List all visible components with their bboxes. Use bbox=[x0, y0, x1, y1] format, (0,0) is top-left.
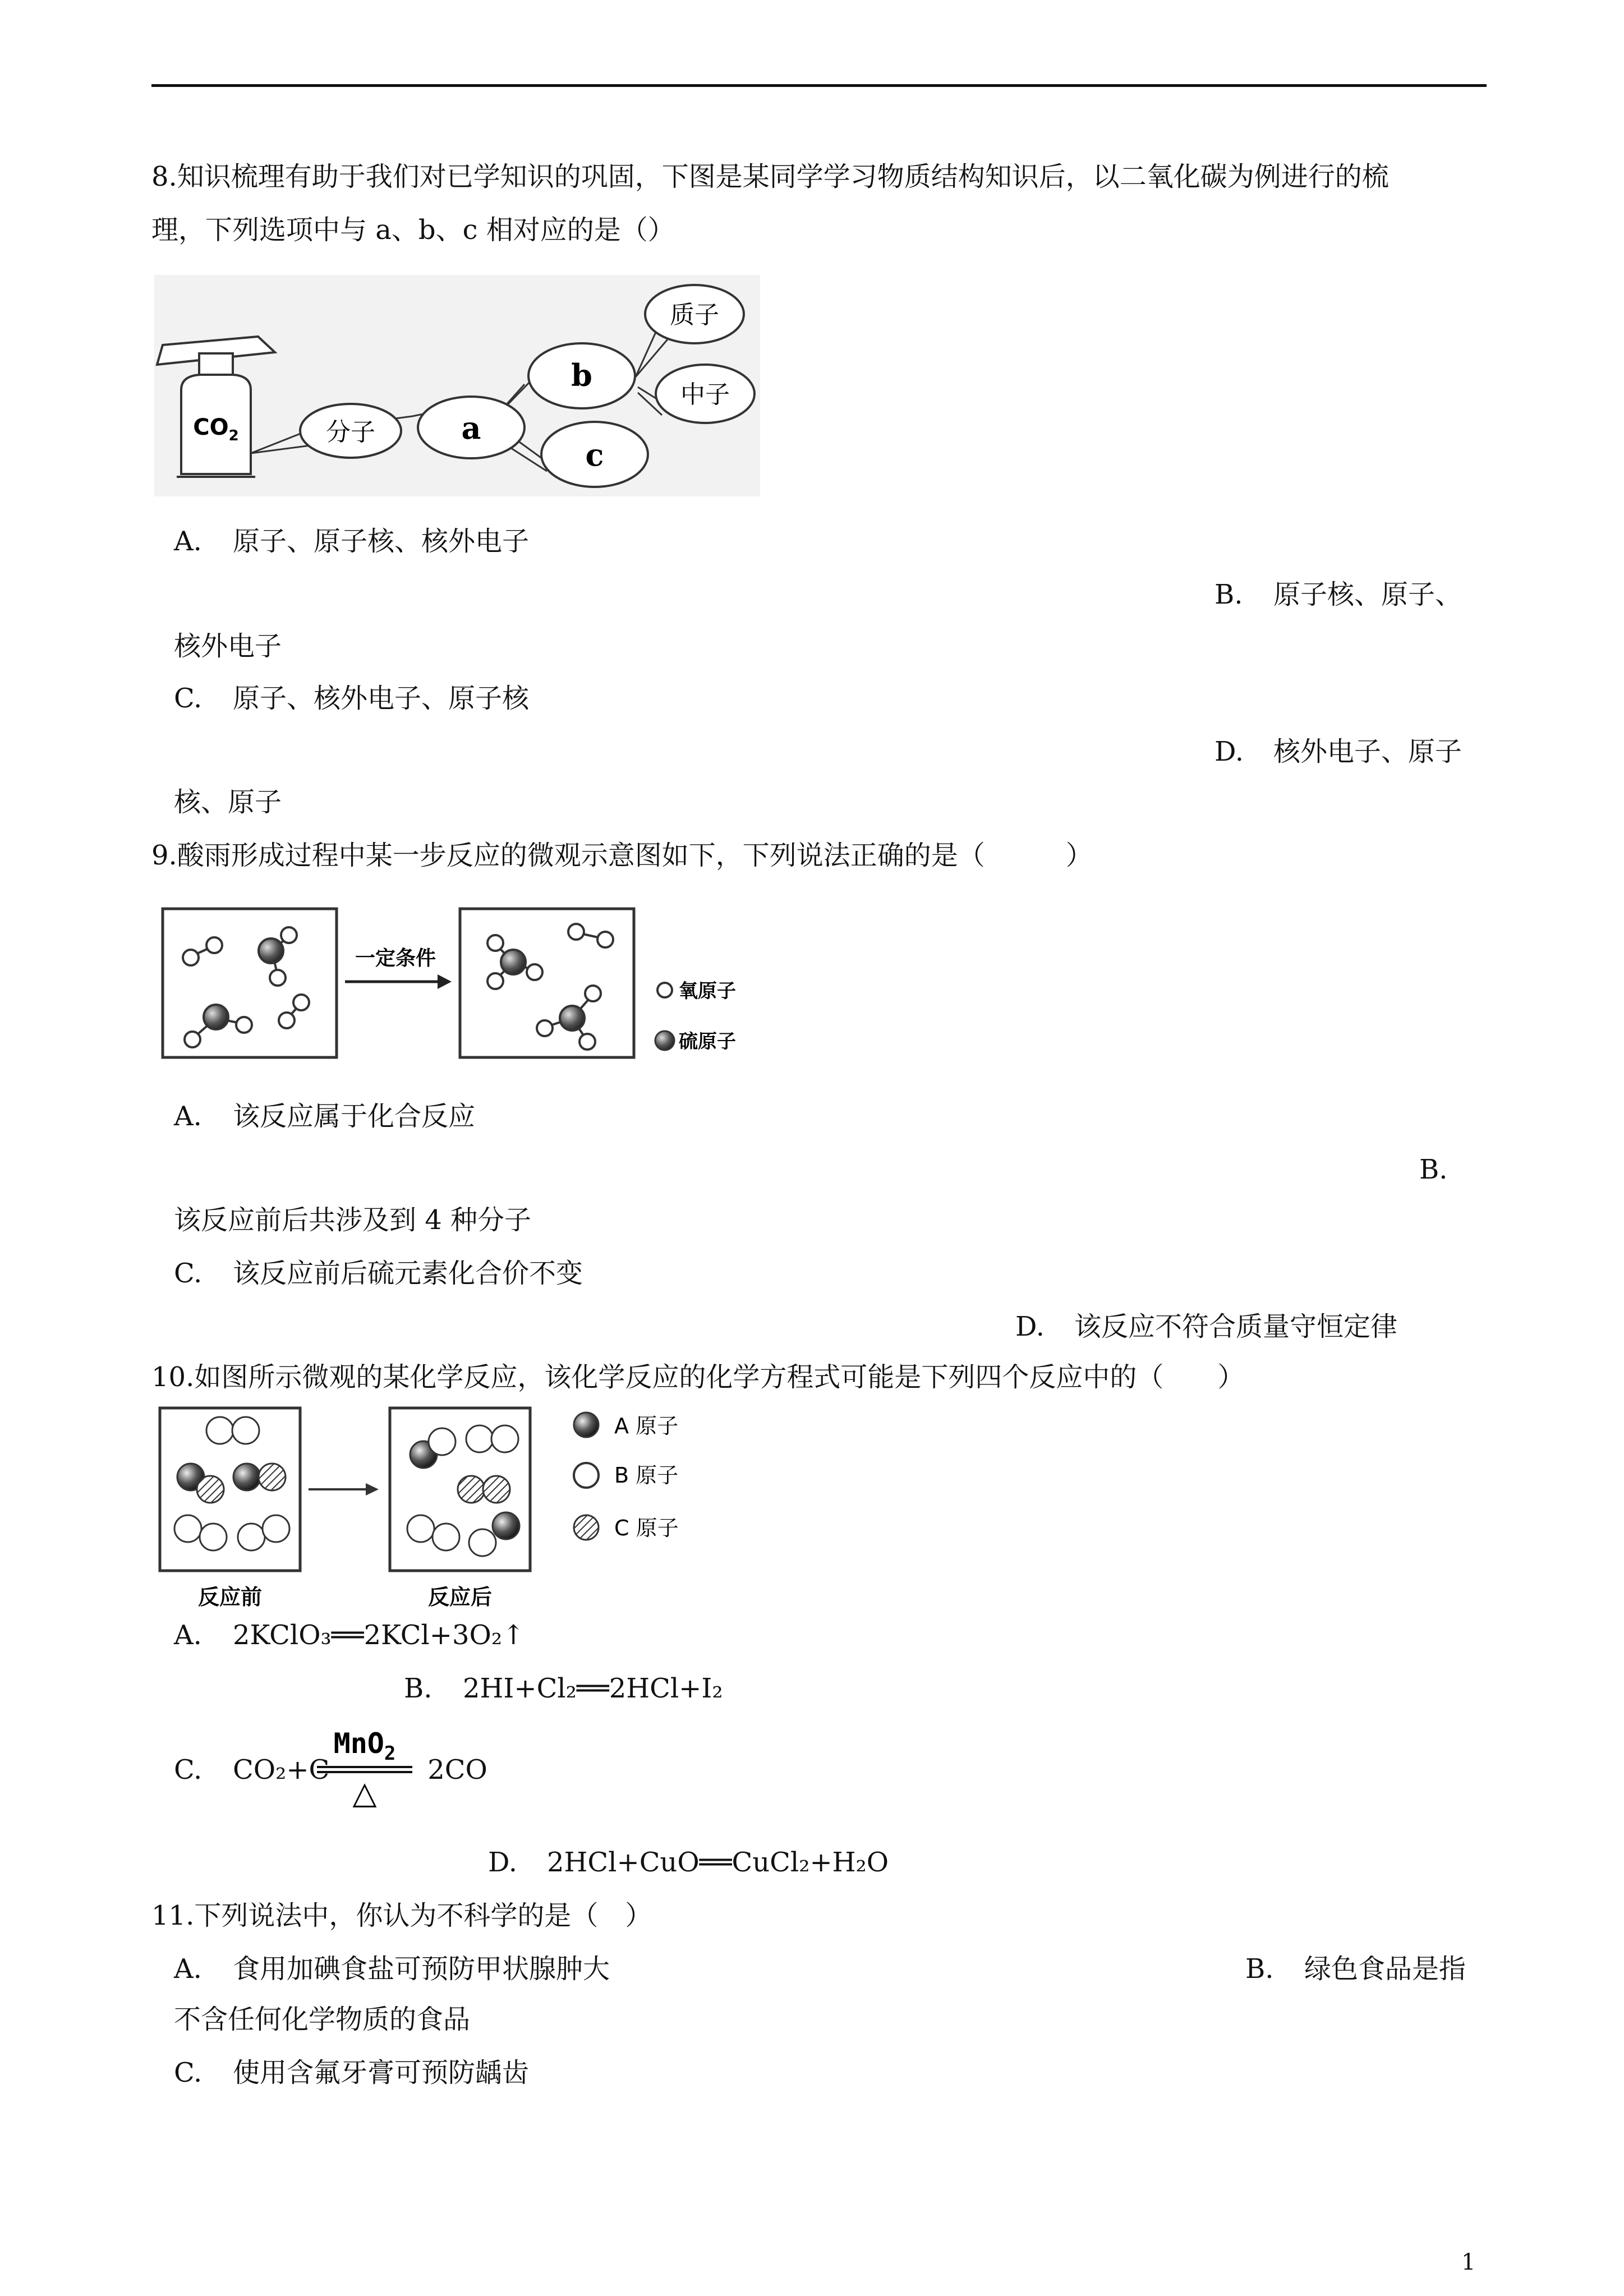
header-rule bbox=[151, 84, 1487, 87]
q9-option-b-wrap: 该反应前后共涉及到 4 种分子 bbox=[174, 1204, 532, 1236]
atom-a-icon bbox=[574, 1412, 599, 1437]
before-label: 反应前 bbox=[197, 1585, 263, 1609]
neutron-label: 中子 bbox=[680, 380, 730, 409]
legend-a: A 原子 bbox=[614, 1414, 679, 1438]
q8-option-c[interactable]: C. 原子、核外电子、原子核 bbox=[174, 683, 530, 714]
q10-option-a[interactable]: A. 2KClO₃══2KCl+3O₂↑ bbox=[174, 1619, 525, 1651]
atom-c-icon bbox=[574, 1515, 599, 1540]
node-b: b bbox=[571, 357, 592, 393]
q9-reaction-figure bbox=[160, 906, 811, 1063]
page-number: 1 bbox=[1461, 2249, 1476, 2275]
oxygen-atom-icon bbox=[657, 983, 672, 997]
q8-option-b[interactable]: B. 原子核、原子、 bbox=[1214, 579, 1462, 610]
catalyst-label: MnO$_2$ bbox=[333, 1727, 396, 1765]
q8-structure-diagram bbox=[154, 275, 760, 496]
q8-option-a[interactable]: A. 原子、原子核、核外电子 bbox=[174, 526, 530, 557]
molecule-label: 分子 bbox=[326, 418, 375, 447]
q8-structure-figure bbox=[154, 275, 760, 496]
q11-option-c[interactable]: C. 使用含氟牙膏可预防龋齿 bbox=[174, 2057, 530, 2088]
q8-stem-line1: 8.知识梳理有助于我们对已学知识的巩固，下图是某同学学习物质结构知识后，以二氧化碳为例进行的梳 bbox=[151, 161, 1389, 192]
q8-stem-line2: 理，下列选项中与 a、b、c 相对应的是（） bbox=[151, 214, 675, 246]
q10-option-c[interactable]: C. CO₂+C 2CO bbox=[174, 1754, 487, 1786]
legend-c: C 原子 bbox=[614, 1516, 679, 1540]
legend-b: B 原子 bbox=[614, 1463, 679, 1488]
atom-b-icon bbox=[574, 1463, 599, 1488]
after-label: 反应后 bbox=[427, 1585, 493, 1609]
q9-option-a[interactable]: A. 该反应属于化合反应 bbox=[174, 1101, 476, 1132]
q11-option-a[interactable]: A. 食用加碘食盐可预防甲状腺肿大 bbox=[174, 1953, 610, 1985]
q9-option-b[interactable]: B. bbox=[1419, 1154, 1448, 1185]
q10-option-d[interactable]: D. 2HCl+CuO══CuCl₂+H₂O bbox=[488, 1847, 889, 1878]
q11-option-b[interactable]: B. 绿色食品是指 bbox=[1245, 1953, 1466, 1985]
proton-label: 质子 bbox=[670, 301, 719, 329]
q9-option-d[interactable]: D. 该反应不符合质量守恒定律 bbox=[1015, 1311, 1398, 1342]
q8-option-b-wrap: 核外电子 bbox=[174, 631, 282, 662]
node-c: c bbox=[585, 437, 604, 473]
q9-reaction-diagram bbox=[160, 906, 811, 1063]
q9-option-c[interactable]: C. 该反应前后硫元素化合价不变 bbox=[174, 1258, 583, 1289]
q10-stem: 10.如图所示微观的某化学反应，该化学反应的化学方程式可能是下列四个反应中的（ ） bbox=[151, 1361, 1245, 1393]
q10-reaction-diagram bbox=[157, 1405, 718, 1616]
node-a: a bbox=[461, 410, 481, 446]
q10-option-c-condition bbox=[314, 1725, 415, 1809]
q10-reaction-figure bbox=[157, 1405, 718, 1616]
bottle-label: $CO_2$ bbox=[193, 415, 239, 444]
q10-option-b[interactable]: B. 2HI+Cl₂══2HCl+I₂ bbox=[404, 1673, 723, 1704]
q11-stem: 11.下列说法中，你认为不科学的是（ ） bbox=[151, 1900, 652, 1931]
q9-stem: 9.酸雨形成过程中某一步反应的微观示意图如下，下列说法正确的是（ ） bbox=[151, 840, 1093, 871]
q11-option-b-wrap: 不含任何化学物质的食品 bbox=[174, 2004, 471, 2035]
q8-option-d[interactable]: D. 核外电子、原子 bbox=[1214, 736, 1462, 767]
legend-sulfur: 硫原子 bbox=[679, 1030, 736, 1053]
sulfur-atom-icon bbox=[655, 1031, 674, 1050]
legend-oxygen: 氧原子 bbox=[679, 980, 736, 1002]
heat-symbol: △ bbox=[352, 1775, 377, 1809]
q8-option-d-wrap: 核、原子 bbox=[174, 786, 282, 818]
condition-label: 一定条件 bbox=[355, 947, 436, 970]
